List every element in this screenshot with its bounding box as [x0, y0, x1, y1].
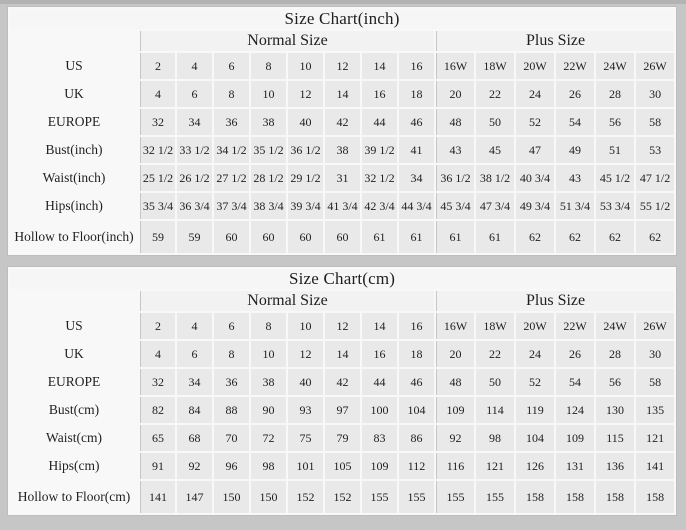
- size-cell: 41 3/4: [325, 193, 360, 219]
- size-cell: 155: [436, 481, 474, 513]
- size-cell: 20W: [516, 53, 554, 79]
- size-cell: 92: [177, 453, 212, 479]
- size-cell: 46: [399, 109, 434, 135]
- size-cell: 130: [596, 397, 634, 423]
- size-cell: 2: [140, 313, 175, 339]
- size-cell: 55 1/2: [636, 193, 674, 219]
- size-cell: 35 1/2: [251, 137, 286, 163]
- size-cell: 28 1/2: [251, 165, 286, 191]
- size-cell: 38: [325, 137, 360, 163]
- size-cell: 22W: [556, 53, 594, 79]
- size-cell: 44 3/4: [399, 193, 434, 219]
- size-cell: 16: [362, 81, 397, 107]
- size-cell: 114: [476, 397, 514, 423]
- size-cell: 61: [436, 221, 474, 253]
- size-cell: 22: [476, 341, 514, 367]
- size-cell: 32 1/2: [362, 165, 397, 191]
- size-cell: 22: [476, 81, 514, 107]
- table-title-row: [10, 269, 674, 289]
- size-cell: 52: [516, 369, 554, 395]
- size-cell: 141: [636, 453, 674, 479]
- size-cell: 46: [399, 369, 434, 395]
- size-cell: 12: [288, 81, 323, 107]
- size-cell: 20: [436, 81, 474, 107]
- size-cell: 37 3/4: [214, 193, 249, 219]
- size-cell: 16: [399, 313, 434, 339]
- normal-size-header: Normal Size: [140, 291, 434, 311]
- size-cell: 112: [399, 453, 434, 479]
- size-cell: 2: [140, 53, 175, 79]
- plus-size-header: Plus Size: [436, 31, 674, 51]
- size-cell: 24: [516, 341, 554, 367]
- size-cell: 60: [251, 221, 286, 253]
- table-row: [10, 425, 674, 451]
- size-cell: 42: [325, 369, 360, 395]
- size-cell: 34 1/2: [214, 137, 249, 163]
- size-cell: 18: [399, 341, 434, 367]
- size-cell: 91: [140, 453, 175, 479]
- size-cell: 147: [177, 481, 212, 513]
- size-cell: 152: [288, 481, 323, 513]
- size-cell: 43: [556, 165, 594, 191]
- table-gap: [7, 256, 679, 266]
- size-cell: 109: [556, 425, 594, 451]
- size-cell: 31: [325, 165, 360, 191]
- size-cell: 27 1/2: [214, 165, 249, 191]
- size-cell: 150: [214, 481, 249, 513]
- size-cell: 97: [325, 397, 360, 423]
- size-cell: 25 1/2: [140, 165, 175, 191]
- size-cell: 28: [596, 81, 634, 107]
- size-cell: 50: [476, 369, 514, 395]
- size-cell: 61: [399, 221, 434, 253]
- table-row: [10, 53, 674, 79]
- size-cell: 58: [636, 109, 674, 135]
- size-cell: 42 3/4: [362, 193, 397, 219]
- size-chart-page: [0, 4, 686, 516]
- size-cell: 124: [556, 397, 594, 423]
- table-row: [10, 397, 674, 423]
- size-cell: 6: [177, 81, 212, 107]
- size-cell: 26: [556, 81, 594, 107]
- size-cell: 28: [596, 341, 634, 367]
- size-cell: 131: [556, 453, 594, 479]
- size-cell: 39 3/4: [288, 193, 323, 219]
- size-cell: 32: [140, 369, 175, 395]
- size-cell: 48: [436, 109, 474, 135]
- size-cell: 41: [399, 137, 434, 163]
- size-cell: 10: [288, 53, 323, 79]
- table-row: [10, 137, 674, 163]
- row-label: Hips(inch): [10, 193, 138, 219]
- size-cell: 116: [436, 453, 474, 479]
- size-cell: 22W: [556, 313, 594, 339]
- group-header-row: [10, 291, 674, 311]
- row-label: Hollow to Floor(cm): [10, 481, 138, 513]
- table-row: [10, 109, 674, 135]
- table-title-row: [10, 9, 674, 29]
- row-label: EUROPE: [10, 109, 138, 135]
- size-cell: 26W: [636, 53, 674, 79]
- size-cell: 98: [476, 425, 514, 451]
- size-cell: 48: [436, 369, 474, 395]
- size-cell: 59: [140, 221, 175, 253]
- size-cell: 84: [177, 397, 212, 423]
- size-cell: 4: [140, 341, 175, 367]
- size-cell: 38: [251, 109, 286, 135]
- size-cell: 150: [251, 481, 286, 513]
- size-cell: 121: [476, 453, 514, 479]
- normal-size-header: Normal Size: [140, 31, 434, 51]
- row-label: UK: [10, 81, 138, 107]
- size-cell: 79: [325, 425, 360, 451]
- size-cell: 86: [399, 425, 434, 451]
- size-cell: 24W: [596, 53, 634, 79]
- size-cell: 6: [177, 341, 212, 367]
- table-row: [10, 341, 674, 367]
- size-cell: 6: [214, 53, 249, 79]
- plus-size-header: Plus Size: [436, 291, 674, 311]
- size-cell: 45 3/4: [436, 193, 474, 219]
- size-cell: 72: [251, 425, 286, 451]
- size-cell: 44: [362, 369, 397, 395]
- size-cell: 12: [325, 313, 360, 339]
- size-cell: 36 3/4: [177, 193, 212, 219]
- size-cell: 51: [596, 137, 634, 163]
- size-cell: 35 3/4: [140, 193, 175, 219]
- table-row: [10, 453, 674, 479]
- size-cell: 60: [214, 221, 249, 253]
- size-cell: 30: [636, 81, 674, 107]
- row-label: US: [10, 313, 138, 339]
- size-cell: 38 1/2: [476, 165, 514, 191]
- size-cell: 109: [362, 453, 397, 479]
- table-row: [10, 481, 674, 513]
- size-cell: 62: [516, 221, 554, 253]
- table-row: [10, 81, 674, 107]
- size-cell: 32: [140, 109, 175, 135]
- size-cell: 98: [251, 453, 286, 479]
- size-cell: 18: [399, 81, 434, 107]
- size-cell: 29 1/2: [288, 165, 323, 191]
- size-cell: 26: [556, 341, 594, 367]
- row-label: Waist(cm): [10, 425, 138, 451]
- size-cell: 36: [214, 369, 249, 395]
- size-cell: 155: [399, 481, 434, 513]
- size-cell: 40: [288, 109, 323, 135]
- size-cell: 62: [596, 221, 634, 253]
- size-cell: 8: [251, 53, 286, 79]
- size-cell: 121: [636, 425, 674, 451]
- size-cell: 52: [516, 109, 554, 135]
- size-cell: 20W: [516, 313, 554, 339]
- size-cell: 93: [288, 397, 323, 423]
- size-cell: 58: [636, 369, 674, 395]
- size-cell: 141: [140, 481, 175, 513]
- size-cell: 158: [516, 481, 554, 513]
- group-header-row: [10, 31, 674, 51]
- size-cell: 34: [177, 369, 212, 395]
- size-cell: 4: [177, 53, 212, 79]
- size-cell: 39 1/2: [362, 137, 397, 163]
- size-cell: 61: [362, 221, 397, 253]
- size-cell: 59: [177, 221, 212, 253]
- row-label: UK: [10, 341, 138, 367]
- size-cell: 61: [476, 221, 514, 253]
- size-cell: 115: [596, 425, 634, 451]
- row-label: US: [10, 53, 138, 79]
- size-cell: 47: [516, 137, 554, 163]
- size-chart-inch-table: [7, 6, 677, 256]
- size-cell: 60: [288, 221, 323, 253]
- size-cell: 14: [362, 313, 397, 339]
- size-cell: 20: [436, 341, 474, 367]
- size-cell: 56: [596, 369, 634, 395]
- size-cell: 16W: [436, 53, 474, 79]
- size-cell: 49 3/4: [516, 193, 554, 219]
- size-cell: 14: [362, 53, 397, 79]
- size-cell: 70: [214, 425, 249, 451]
- size-cell: 10: [251, 341, 286, 367]
- size-cell: 158: [596, 481, 634, 513]
- size-cell: 45 1/2: [596, 165, 634, 191]
- size-cell: 158: [636, 481, 674, 513]
- size-cell: 26W: [636, 313, 674, 339]
- size-cell: 135: [636, 397, 674, 423]
- size-cell: 53: [636, 137, 674, 163]
- size-cell: 14: [325, 81, 360, 107]
- table-title: Size Chart(inch): [10, 9, 674, 29]
- row-label: Bust(inch): [10, 137, 138, 163]
- size-cell: 119: [516, 397, 554, 423]
- size-cell: 26 1/2: [177, 165, 212, 191]
- size-cell: 34: [177, 109, 212, 135]
- size-cell: 16W: [436, 313, 474, 339]
- table-row: [10, 165, 674, 191]
- size-cell: 4: [140, 81, 175, 107]
- size-cell: 54: [556, 109, 594, 135]
- size-cell: 104: [399, 397, 434, 423]
- row-label: Waist(inch): [10, 165, 138, 191]
- size-cell: 36 1/2: [288, 137, 323, 163]
- size-cell: 45: [476, 137, 514, 163]
- size-cell: 24W: [596, 313, 634, 339]
- size-cell: 158: [556, 481, 594, 513]
- size-cell: 12: [288, 341, 323, 367]
- size-cell: 101: [288, 453, 323, 479]
- size-cell: 24: [516, 81, 554, 107]
- table-row: [10, 221, 674, 253]
- size-cell: 155: [362, 481, 397, 513]
- size-cell: 152: [325, 481, 360, 513]
- size-cell: 65: [140, 425, 175, 451]
- table-row: [10, 193, 674, 219]
- size-cell: 49: [556, 137, 594, 163]
- size-cell: 83: [362, 425, 397, 451]
- size-cell: 47 1/2: [636, 165, 674, 191]
- size-cell: 56: [596, 109, 634, 135]
- size-cell: 50: [476, 109, 514, 135]
- size-cell: 38: [251, 369, 286, 395]
- table-title: Size Chart(cm): [10, 269, 674, 289]
- size-cell: 14: [325, 341, 360, 367]
- size-cell: 109: [436, 397, 474, 423]
- size-cell: 136: [596, 453, 634, 479]
- size-cell: 30: [636, 341, 674, 367]
- row-label: Hollow to Floor(inch): [10, 221, 138, 253]
- size-cell: 8: [214, 81, 249, 107]
- size-cell: 12: [325, 53, 360, 79]
- row-label: Hips(cm): [10, 453, 138, 479]
- row-label: EUROPE: [10, 369, 138, 395]
- size-cell: 62: [636, 221, 674, 253]
- size-cell: 34: [399, 165, 434, 191]
- size-cell: 18W: [476, 53, 514, 79]
- size-cell: 40 3/4: [516, 165, 554, 191]
- size-cell: 42: [325, 109, 360, 135]
- row-label: Bust(cm): [10, 397, 138, 423]
- size-cell: 60: [325, 221, 360, 253]
- size-cell: 68: [177, 425, 212, 451]
- size-cell: 96: [214, 453, 249, 479]
- size-cell: 38 3/4: [251, 193, 286, 219]
- size-cell: 32 1/2: [140, 137, 175, 163]
- size-cell: 8: [251, 313, 286, 339]
- size-cell: 100: [362, 397, 397, 423]
- size-cell: 75: [288, 425, 323, 451]
- size-cell: 36: [214, 109, 249, 135]
- size-cell: 36 1/2: [436, 165, 474, 191]
- size-cell: 105: [325, 453, 360, 479]
- size-cell: 16: [399, 53, 434, 79]
- size-chart-cm-table: [7, 266, 677, 516]
- corner-cell: [10, 31, 138, 51]
- size-cell: 47 3/4: [476, 193, 514, 219]
- size-cell: 92: [436, 425, 474, 451]
- size-cell: 104: [516, 425, 554, 451]
- size-cell: 8: [214, 341, 249, 367]
- size-cell: 53 3/4: [596, 193, 634, 219]
- size-cell: 54: [556, 369, 594, 395]
- size-cell: 43: [436, 137, 474, 163]
- size-cell: 62: [556, 221, 594, 253]
- size-cell: 82: [140, 397, 175, 423]
- size-cell: 155: [476, 481, 514, 513]
- size-cell: 4: [177, 313, 212, 339]
- size-cell: 33 1/2: [177, 137, 212, 163]
- size-cell: 10: [251, 81, 286, 107]
- size-cell: 18W: [476, 313, 514, 339]
- table-row: [10, 313, 674, 339]
- size-cell: 6: [214, 313, 249, 339]
- size-cell: 90: [251, 397, 286, 423]
- size-cell: 10: [288, 313, 323, 339]
- size-cell: 51 3/4: [556, 193, 594, 219]
- size-cell: 126: [516, 453, 554, 479]
- size-cell: 88: [214, 397, 249, 423]
- table-row: [10, 369, 674, 395]
- size-cell: 40: [288, 369, 323, 395]
- size-cell: 16: [362, 341, 397, 367]
- corner-cell: [10, 291, 138, 311]
- size-cell: 44: [362, 109, 397, 135]
